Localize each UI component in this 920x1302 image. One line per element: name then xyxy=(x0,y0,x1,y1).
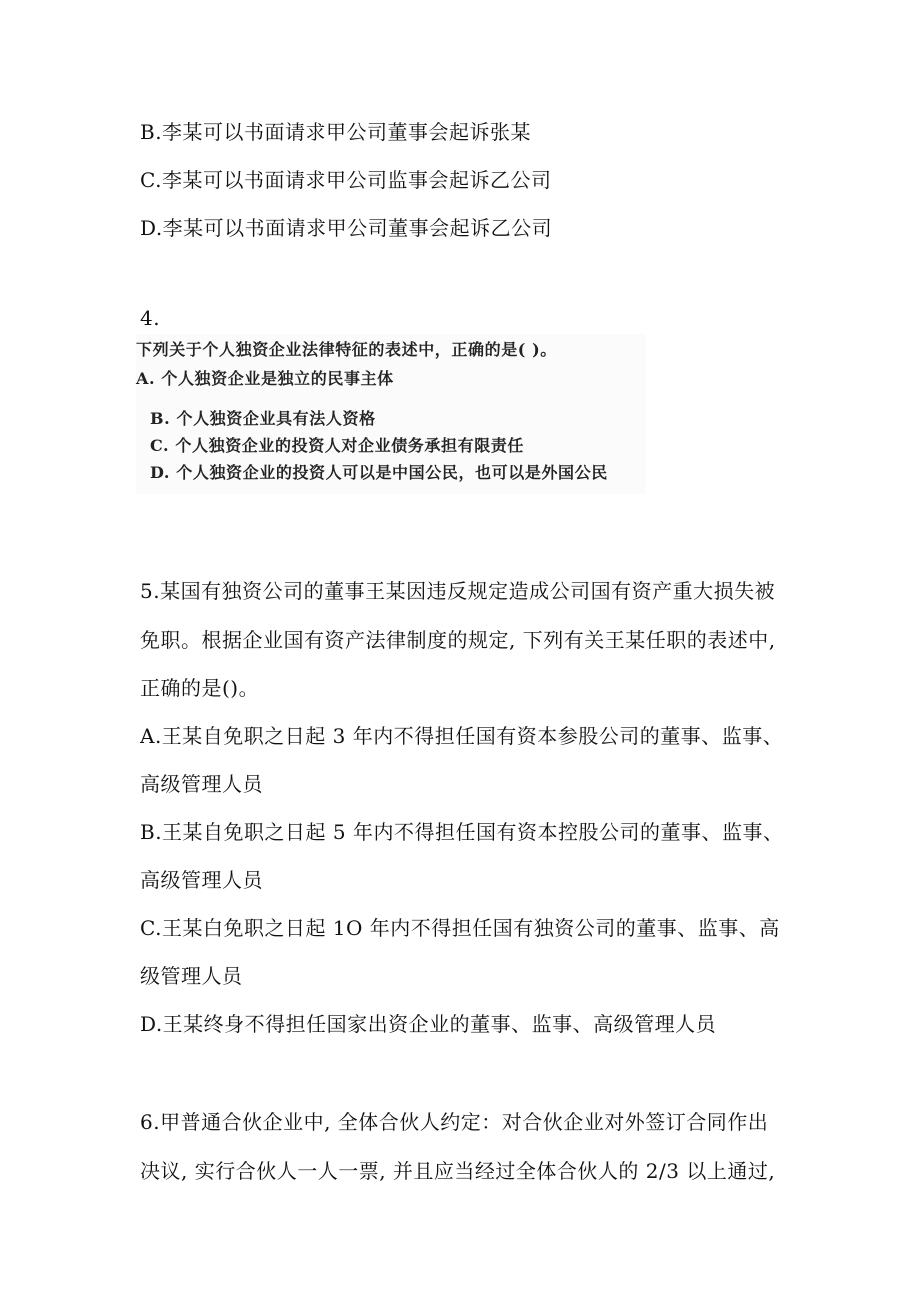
q4-option-c: C. 个人独资企业的投资人对企业债务承担有限责任 xyxy=(150,436,524,455)
q4-option-a: A. 个人独资企业是独立的民事主体 xyxy=(136,369,394,388)
q5-option-d: D.王某终身不得担任国家出资企业的董事、监事、高级管理人员 xyxy=(140,1012,717,1036)
q5-option-b-line-1: B.王某自免职之日起 5 年内不得担任国有资本控股公司的董事、监事、 xyxy=(140,820,784,844)
q4-number: 4. xyxy=(140,306,161,330)
q5-option-a-line-1: A.王某自免职之日起 3 年内不得担任国有资本参股公司的董事、监事、 xyxy=(140,724,784,748)
q3-option-d: D.李某可以书面请求甲公司董事会起诉乙公司 xyxy=(140,216,553,240)
q3-option-c: C.李某可以书面请求甲公司监事会起诉乙公司 xyxy=(140,168,552,192)
q5-stem-line-2: 免职。根据企业国有资产法律制度的规定, 下列有关王某任职的表述中, xyxy=(140,628,776,652)
q6-stem-line-2: 决议, 实行合伙人一人一票, 并且应当经过全体合伙人的 2/3 以上通过, xyxy=(140,1159,776,1183)
q5-option-c-line-1: C.王某白免职之日起 1O 年内不得担任国有独资公司的董事、监事、高 xyxy=(140,916,780,940)
q5-option-c-line-2: 级管理人员 xyxy=(140,964,243,988)
q3-option-b: B.李某可以书面请求甲公司董事会起诉张某 xyxy=(140,120,532,144)
q5-option-b-line-2: 高级管理人员 xyxy=(140,868,263,892)
q5-option-a-line-2: 高级管理人员 xyxy=(140,772,263,796)
q5-stem-line-3: 正确的是()。 xyxy=(140,676,260,700)
q4-stem: 下列关于个人独资企业法律特征的表述中，正确的是( )。 xyxy=(136,340,557,359)
q4-option-d: D. 个人独资企业的投资人可以是中国公民，也可以是外国公民 xyxy=(150,463,608,482)
q4-option-b: B. 个人独资企业具有法人资格 xyxy=(150,409,376,428)
q6-stem-line-1: 6.甲普通合伙企业中, 全体合伙人约定：对合伙企业对外签订合同作出 xyxy=(140,1110,769,1134)
q4-scanned-image xyxy=(136,334,646,494)
q5-stem-line-1: 5.某国有独资公司的董事王某因违反规定造成公司国有资产重大损失被 xyxy=(140,579,776,603)
